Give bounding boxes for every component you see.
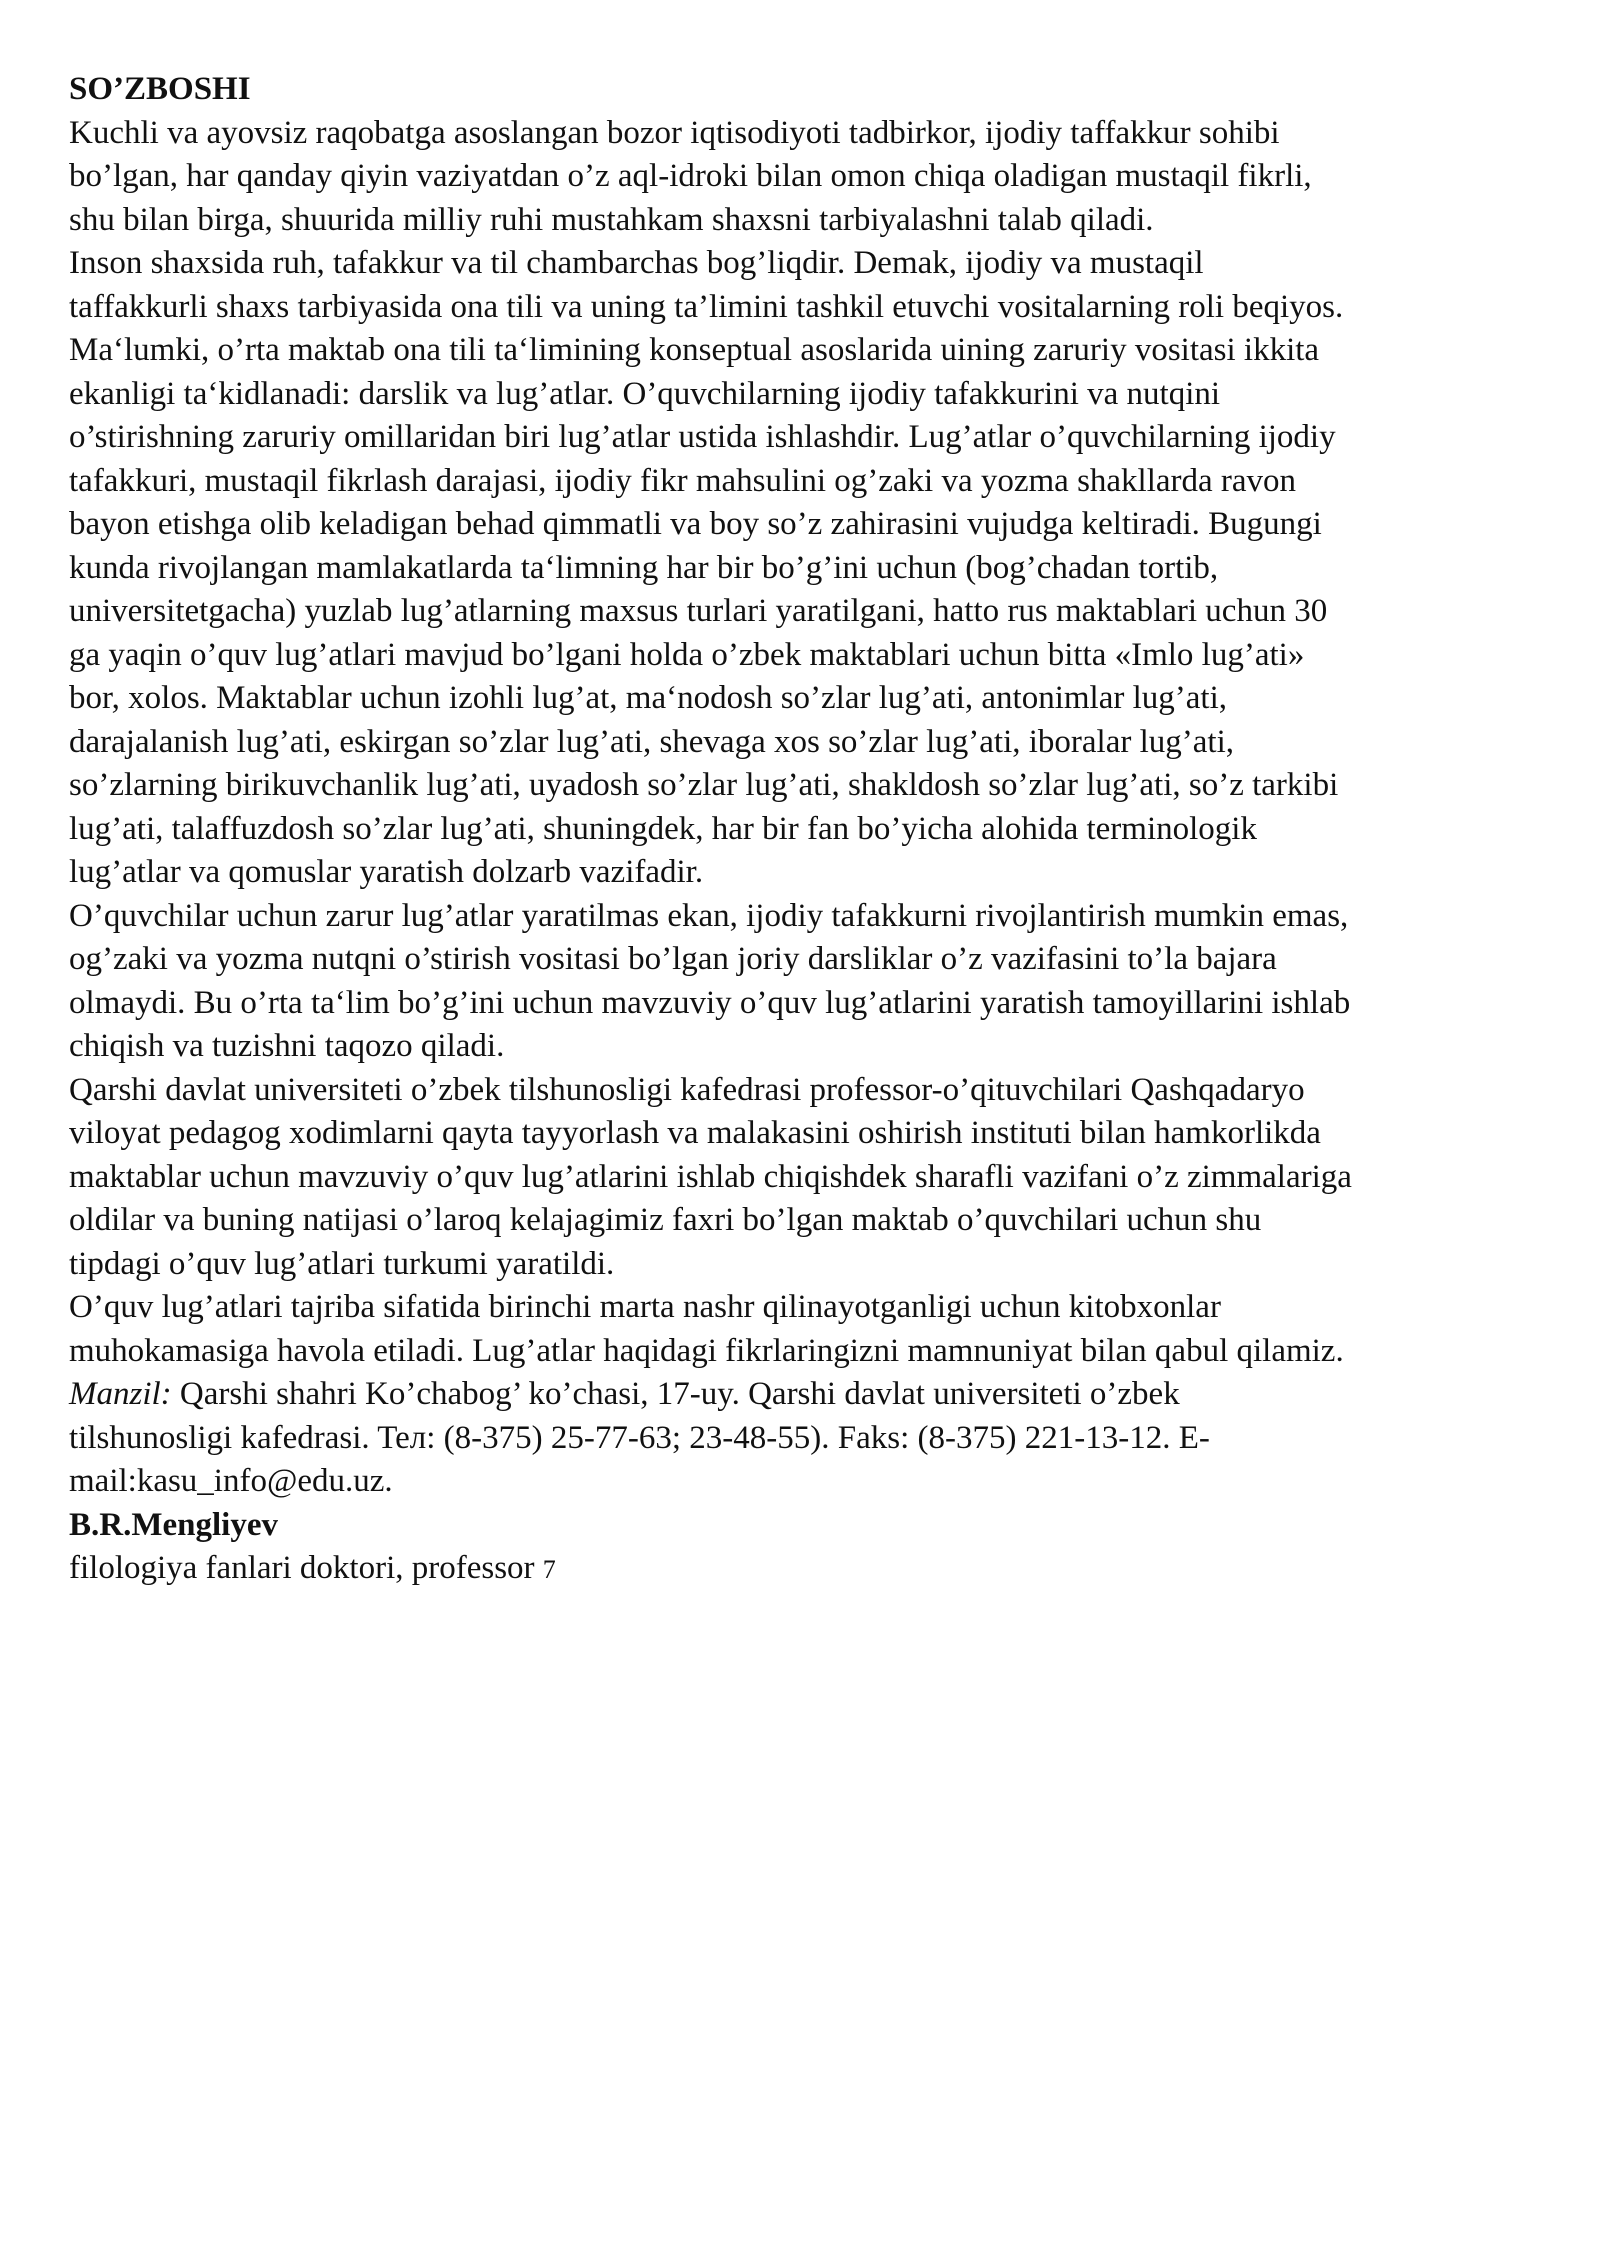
address-line [69,1373,1549,1417]
text-line: O’quvchilar uchun zarur lug’atlar yaratilmas ekan, ijodiy tafakkurni rivojlantirish mumkin emas, [69,897,1349,934]
author-name: B.R.Mengliyev [69,1506,278,1543]
text-line: bayon etishga olib keladigan behad qimmatli va boy so’z zahirasini vujudga keltiradi. Bugungi [69,506,1322,542]
text-line: universitetgacha) yuzlab lug’atlarning maxsus turlari yaratilgani, hatto rus maktablari uchun 30 [69,593,1328,629]
text-line: Ma‘lumki, o’rta maktab ona tili ta‘limining konseptual asoslarida uining zaruriy vositasi ikkita [69,332,1320,368]
text-line: lug’ati, talaffuzdosh so’zlar lug’ati, shuningdek, har bir fan bo’yicha alohida terminologik [69,810,1257,847]
address-line: tilshunosligi kafedrasi. Teл: (8-375) 25-77-63; 23-48-55). Faks: (8-375) 221-13-12. E- [69,1419,1210,1456]
text-line: bor, xolos. Maktablar uchun izohli lug’at, ma‘nodosh so’zlar lug’ati, antonimlar lug’ati, [69,680,1227,716]
paragraph-5 [69,1286,1549,1373]
text-line: ga yaqin o’quv lug’atlari mavjud bo’lgani holda o’zbek maktablari uchun bitta «Imlo lug’ati» [69,636,1305,673]
author-title: filologiya fanlari doktori, professor [69,1550,535,1586]
text-line: bo’lgan, har qanday qiyin vaziyatdan o’z aql-idroki bilan omon chiqa oladigan mustaqil fikrli, [69,158,1312,194]
paragraph-3 [69,895,1549,1069]
text-line: darajalanish lug’ati, eskirgan so’zlar lug’ati, shevaga xos so’zlar lug’ati, iboralar lug’ati, [69,723,1234,760]
text-line: so’zlarning birikuvchanlik lug’ati, uyadosh so’zlar lug’ati, shakldosh so’zlar lug’ati, so’z tarkibi [69,767,1339,803]
paragraph-4 [69,1069,1549,1287]
author-block [69,1504,1549,1592]
text-line: viloyat pedagog xodimlarni qayta tayyorlash va malakasini oshirish instituti bilan hamkorlikda [69,1115,1321,1151]
text-line: oldilar va buning natijasi o’laroq kelajagimiz faxri bo’lgan maktab o’quvchilari uchun shu [69,1202,1262,1238]
text-line: o’stirishning zaruriy omillaridan biri lug’atlar ustida ishlashdir. Lug’atlar o’quvchilarning ijodiy [69,419,1336,455]
text-line: tipdagi o’quv lug’atlari turkumi yaratildi. [69,1245,615,1282]
text-line: taffakkurli shaxs tarbiyasida ona tili va uning ta’limini tashkil etuvchi vositalarning roli beqiyos. [69,288,1344,325]
text-line: olmaydi. Bu o’rta ta‘lim bo’g’ini uchun mavzuviy o’quv lug’atlarini yaratish tamoyillarini ishlab [69,984,1351,1021]
document-page [69,68,1549,1592]
address-text: Qarshi shahri Ko’chabog’ ko’chasi, 17-uy. Qarshi davlat universiteti o’zbek [171,1376,1180,1412]
text-line: O’quv lug’atlari tajriba sifatida birinchi marta nashr qilinayotganligi uchun kitobxonlar [69,1289,1221,1325]
text-line: chiqish va tuzishni taqozo qiladi. [69,1028,505,1064]
text-line: Kuchli va ayovsiz raqobatga asoslangan bozor iqtisodiyoti tadbirkor, ijodiy taffakkur sohibi [69,114,1280,151]
text-line: tafakkuri, mustaqil fikrlash darajasi, ijodiy fikr mahsulini og’zaki va yozma shakllarda ravon [69,462,1297,499]
text-line: ekanligi ta‘kidlanadi: darslik va lug’atlar. O’quvchilarning ijodiy tafakkurini va nutqini [69,375,1221,412]
paragraph-2 [69,242,1549,895]
address-line: mail:kasu_info@edu.uz. [69,1463,393,1499]
text-line: og’zaki va yozma nutqni o’stirish vositasi bo’lgan joriy darsliklar o’z vazifasini to’la bajara [69,941,1277,977]
text-line: Qarshi davlat universiteti o’zbek tilshunosligi kafedrasi professor-o’qituvchilari Qashqadaryo [69,1071,1305,1108]
text-line: kunda rivojlangan mamlakatlarda ta‘limning har bir bo’g’ini uchun (bog’chadan tortib, [69,549,1219,586]
address-label: Manzil: [69,1376,172,1412]
text-line: maktablar uchun mavzuviy o’quv lug’atlarini ishlab chiqishdek sharafli vazifani o’z zimmalariga [69,1158,1352,1195]
address-block [69,1373,1549,1504]
author-title-line [69,1547,1549,1592]
text-line: lug’atlar va qomuslar yaratish dolzarb vazifadir. [69,854,704,890]
paragraph-1 [69,112,1549,243]
text-line: shu bilan birga, shuurida milliy ruhi mustahkam shaxsni tarbiyalashni talab qiladi. [69,201,1154,238]
document-title: SO’ZBOSHI [69,71,251,107]
page-number: 7 [542,1555,556,1584]
text-line: Inson shaxsida ruh, tafakkur va til chambarchas bog’liqdir. Demak, ijodiy va mustaqil [69,245,1204,281]
text-line: muhokamasiga havola etiladi. Lug’atlar haqidagi fikrlaringizni mamnuniyat bilan qabul qilamiz. [69,1332,1344,1369]
